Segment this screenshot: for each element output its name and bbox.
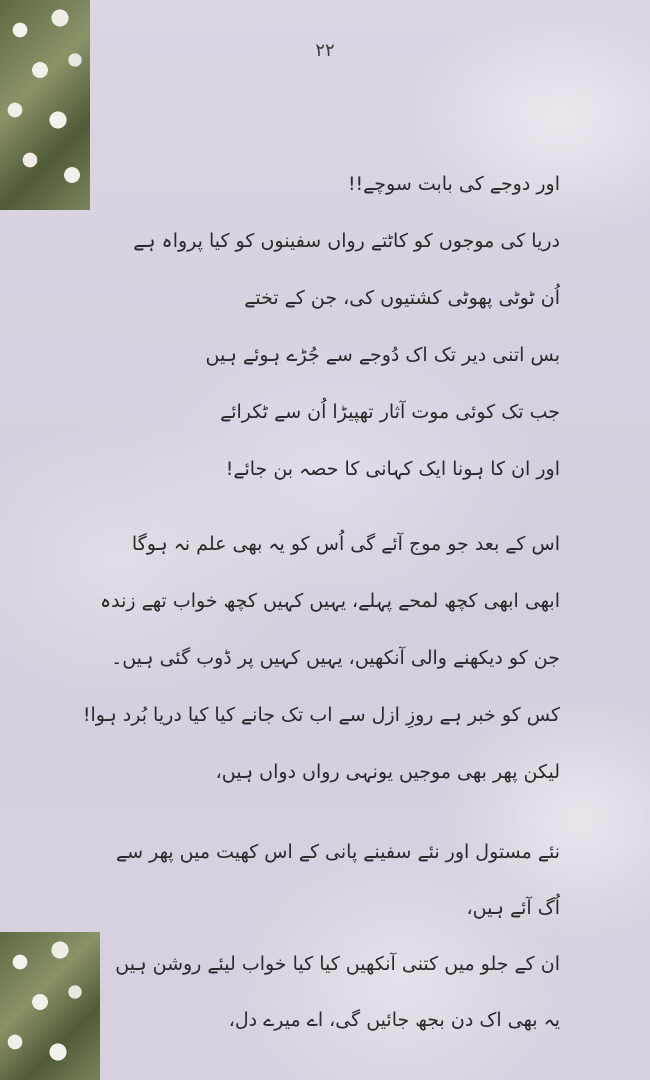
- poem-line: اُن ٹوٹی پھوٹی کشتیوں کی، جن کے تختے: [244, 287, 560, 309]
- page-number: ۲۲: [315, 40, 335, 61]
- stanza-3: [60, 824, 560, 1048]
- poem-line: یہ بھی اک دن بجھ جائیں گی، اے میرے دل،: [228, 1009, 560, 1031]
- poem-line: جب تک کوئی موت آثار تھپیڑا اُن سے ٹکرائے: [220, 401, 560, 423]
- stanza-2: [60, 516, 560, 801]
- poem-line: اور ان کا ہونا ایک کہانی کا حصہ بن جائے!: [225, 458, 560, 480]
- poem-line: نئے مستول اور نئے سفینے پانی کے اس کھیت میں پھر سے: [116, 841, 560, 863]
- poem-line: اس کے بعد جو موج آئے گی اُس کو یہ بھی علم نہ ہوگا: [131, 533, 560, 555]
- stanza-1: [60, 156, 560, 498]
- poem-line: دریا کی موجوں کو کاٹتے رواں سفینوں کو کیا پرواہ ہے: [133, 230, 560, 252]
- poem-line: کس کو خبر ہے روزِ ازل سے اب تک جانے کیا کیا دریا بُرد ہوا!: [82, 704, 560, 726]
- poem-line: اور دوجے کی بابت سوچے!!: [347, 173, 560, 195]
- poem-line: ان کے جلو میں کتنی آنکھیں کیا کیا خواب لیئے روشن ہیں: [115, 953, 560, 975]
- poem-line: ابھی ابھی کچھ لمحے پہلے، یہیں کہیں کچھ خواب تھے زندہ: [100, 590, 560, 612]
- poem-line: جن کو دیکھنے والی آنکھیں، یہیں کہیں پر ڈوب گئی ہیں۔: [111, 647, 560, 669]
- poem-line: لیکن پھر بھی موجیں یونہی رواں دواں ہیں،: [215, 761, 560, 783]
- poem-line: اُگ آئے ہیں،: [466, 897, 560, 919]
- poem-line: بس اتنی دیر تک اک دُوجے سے جُڑے ہوئے ہیں: [205, 344, 560, 366]
